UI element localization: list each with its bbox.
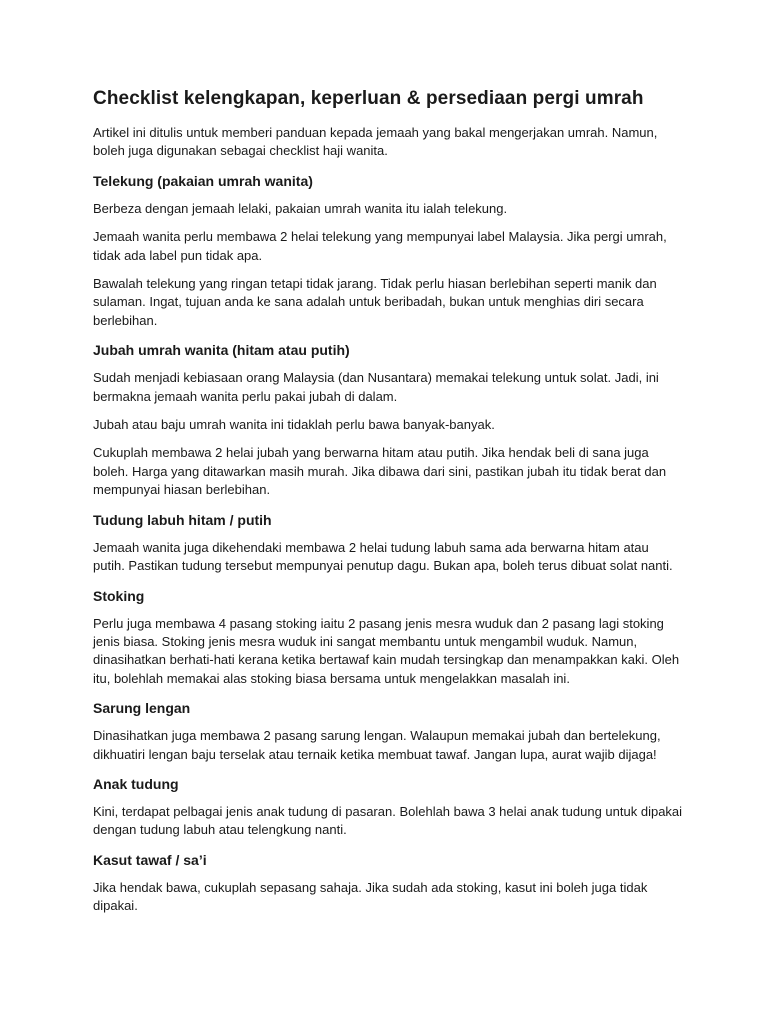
section-paragraph: Dinasihatkan juga membawa 2 pasang sarung lengan. Walaupun memakai jubah dan bertelekung, dikhuatiri lengan baju terselak atau ternaik ketika membuat tawaf. Jangan lupa, aurat wajib dijaga! bbox=[93, 728, 661, 762]
section-jubah bbox=[93, 340, 683, 499]
section-paragraph: Cukuplah membawa 2 helai jubah yang berwarna hitam atau putih. Jika hendak beli di sana juga boleh. Harga yang ditawarkan masih murah. Jika dibawa dari sini, pastikan jubah itu tidak berat dan mempunyai hiasan berlebihan. bbox=[93, 445, 667, 498]
section-tudung-labuh bbox=[93, 510, 683, 576]
section-paragraph: Jubah atau baju umrah wanita ini tidaklah perlu bawa banyak-banyak. bbox=[93, 417, 495, 433]
section-paragraph: Berbeza dengan jemaah lelaki, pakaian umrah wanita itu ialah telekung. bbox=[93, 200, 508, 216]
section-sarung-lengan bbox=[93, 698, 683, 764]
section-paragraph: Sudah menjadi kebiasaan orang Malaysia (dan Nusantara) memakai telekung untuk solat. Jadi, ini bermakna jemaah wanita perlu pakai jubah di dalam. bbox=[93, 370, 659, 404]
section-paragraph: Perlu juga membawa 4 pasang stoking iaitu 2 pasang jenis mesra wuduk dan 2 pasang lagi stoking jenis biasa. Stoking jenis mesra wuduk ini sangat membantu untuk mengambil wuduk. Namun, dinasihatkan berhati-hati kerana ketika bertawaf kain mudah tersingkap dan menampakkan kaki. Oleh itu, bolehlah memakai alas stoking biasa bersama untuk mengelakkan masalah ini. bbox=[93, 615, 680, 686]
section-telekung bbox=[93, 171, 683, 330]
section-kasut-tawaf bbox=[93, 850, 683, 916]
section-paragraph: Kini, terdapat pelbagai jenis anak tudung di pasaran. Bolehlah bawa 3 helai anak tudung untuk dipakai dengan tudung labuh atau telengkung nanti. bbox=[93, 803, 683, 838]
section-anak-tudung bbox=[93, 774, 683, 840]
section-heading: Sarung lengan bbox=[93, 700, 191, 717]
section-heading: Anak tudung bbox=[93, 775, 179, 792]
section-paragraph: Jemaah wanita juga dikehendaki membawa 2 helai tudung labuh sama ada berwarna hitam atau putih. Pastikan tudung tersebut mempunyai penutup dagu. Bukan apa, boleh terus dibuat solat nanti. bbox=[93, 539, 673, 574]
section-heading: Jubah umrah wanita (hitam atau putih) bbox=[93, 342, 350, 359]
section-paragraph: Jika hendak bawa, cukuplah sepasang sahaja. Jika sudah ada stoking, kasut ini boleh juga tidak dipakai. bbox=[93, 879, 648, 914]
document-title: Checklist kelengkapan, keperluan & persediaan pergi umrah bbox=[93, 88, 644, 109]
section-stoking bbox=[93, 586, 683, 689]
section-heading: Telekung (pakaian umrah wanita) bbox=[93, 172, 313, 189]
section-heading: Kasut tawaf / sa’i bbox=[93, 851, 207, 868]
section-paragraph: Jemaah wanita perlu membawa 2 helai telekung yang mempunyai label Malaysia. Jika pergi umrah, tidak ada label pun tidak apa. bbox=[93, 229, 667, 263]
section-heading: Stoking bbox=[93, 587, 145, 604]
document-page bbox=[93, 86, 683, 926]
section-heading: Tudung labuh hitam / putih bbox=[93, 511, 272, 528]
intro-paragraph: Artikel ini ditulis untuk memberi panduan kepada jemaah yang bakal mengerjakan umrah. Namun, boleh juga digunakan sebagai checklist haji wanita. bbox=[93, 125, 658, 159]
section-paragraph: Bawalah telekung yang ringan tetapi tidak jarang. Tidak perlu hiasan berlebihan seperti manik dan sulaman. Ingat, tujuan anda ke sana adalah untuk beribadah, bukan untuk menghias diri secara berlebihan. bbox=[93, 276, 657, 328]
